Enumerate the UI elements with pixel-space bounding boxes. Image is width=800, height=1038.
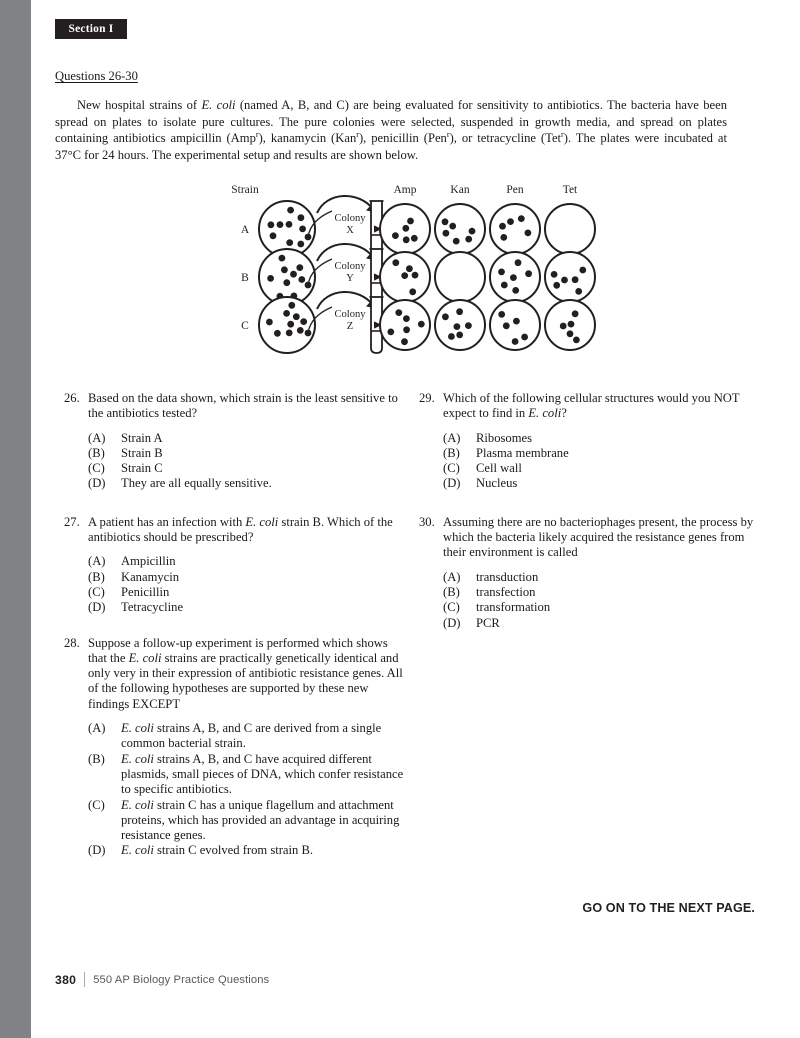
colony-label-line2: X [346,225,354,236]
answer-choice-label: (D) [443,615,461,630]
figure-strain-header: Strain [231,184,259,196]
result-plate-colony-dot [553,282,560,289]
result-plate-colony-dot [572,276,579,283]
answer-choice-label: (D) [88,843,106,858]
page-number: 380 [55,972,77,987]
question-block [64,391,404,492]
answer-choice[interactable] [88,570,404,585]
answer-choice-label: (C) [443,600,460,615]
source-plate-colony-dot [293,313,300,320]
result-plate-colony-dot [498,311,505,318]
transfer-arrow-curve [317,244,373,261]
result-plate-colony-dot [518,215,525,222]
result-plate-colony-dot [501,282,508,289]
figure-strain-letter-c: C [241,320,249,332]
result-plate-colony-dot [568,321,575,328]
answer-choice[interactable] [443,570,759,585]
answer-choice[interactable] [443,585,759,600]
result-plate-colony-dot [573,337,580,344]
answer-choice[interactable] [88,431,404,446]
figure-strain-letter-b: B [241,272,249,284]
result-plate-colony-dot [469,228,476,235]
source-plate-colony-dot [299,226,306,233]
source-plate-colony-dot [283,279,290,286]
result-plate-colony-dot [453,238,460,245]
result-plate-colony-dot [510,274,517,281]
source-plate-colony-dot [283,310,290,317]
figure-row-c [241,292,595,353]
question-stem-text: Which of the following cellular structures would you NOT expect to find in E. coli? [443,391,740,421]
question-block [419,515,759,631]
source-plate-c [259,297,315,353]
source-plate-colony-dot [296,264,303,271]
answer-choices [419,570,759,631]
source-plate-colony-dot [286,239,293,246]
result-plate-colony-dot [525,270,532,277]
colony-label-line2: Z [346,321,354,332]
question-number: 27. [64,514,80,529]
result-plate-colony-dot [572,310,579,317]
result-plate-colony-dot [403,315,410,322]
answer-choice-label: (C) [88,584,105,599]
answer-choice-label: (B) [88,751,105,766]
result-plate-a-kan [435,204,485,254]
answer-choice-label: (D) [443,476,461,491]
answer-choice-text: They are all equally sensitive. [121,476,272,491]
page-gutter-strip [0,0,31,1038]
exam-page [31,0,800,1038]
answer-choice-label: (C) [88,797,105,812]
question-number: 30. [419,514,435,529]
result-plate-colony-dot [512,287,519,294]
answer-choices [64,431,404,492]
source-plate-colony-dot [297,327,304,334]
answer-choice[interactable] [88,585,404,600]
question-block [64,636,404,859]
result-plate-colony-dot [456,332,463,339]
result-plate-colony-dot [411,235,418,242]
question-stem [64,515,404,546]
answer-choice[interactable] [88,554,404,569]
answer-choice-text: E. coli strains A, B, and C are derived from a single common bacterial strain. [121,721,382,751]
source-plate-colony-dot [297,241,304,248]
result-plate-c-kan [435,300,485,350]
answer-choice[interactable] [443,600,759,615]
answer-choice-text: Ampicillin [121,554,176,569]
answer-choice[interactable] [443,616,759,631]
result-plate-colony-dot [406,265,413,272]
result-plate-colony-dot [387,329,394,336]
result-plate-colony-dot [395,309,402,316]
question-stem [419,515,759,561]
source-plate-colony-dot [266,319,273,326]
answer-choices [419,431,759,492]
question-number: 28. [64,635,80,650]
question-stem [64,391,404,422]
result-plate-colony-dot [401,338,408,345]
result-plate-colony-dot [515,259,522,266]
colony-label-line1: Colony [334,309,366,320]
answer-choice[interactable] [443,476,759,491]
question-stem [419,391,759,422]
answer-choice-text: Strain B [121,445,163,460]
result-plate-colony-dot [448,333,455,340]
result-plate-colony-dot [575,288,582,295]
page-footer [55,972,269,987]
result-plate-colony-dot [567,330,574,337]
transfer-arrow-curve [317,196,373,213]
result-plate-colony-dot [407,218,414,225]
footer-divider [84,972,85,987]
source-plate-colony-dot [287,207,294,214]
answer-choice-label: (D) [88,476,106,491]
question-stem [64,636,404,712]
result-plate-colony-dot [442,313,449,320]
figure-row-a [241,196,595,257]
answer-choice[interactable] [88,721,404,752]
result-plate-colony-dot [579,267,586,274]
source-plate-colony-dot [279,255,286,262]
answer-choice-label: (A) [443,569,461,584]
answer-choice-label: (A) [88,554,106,569]
source-plate-colony-dot [267,275,274,282]
result-plate-colony-dot [512,338,519,345]
answer-choice-label: (A) [443,430,461,445]
result-plate-colony-dot [551,271,558,278]
result-plate-colony-dot [560,323,567,330]
source-plate-colony-dot [288,302,295,309]
question-number: 26. [64,391,80,405]
answer-choice-text: Tetracycline [121,600,184,615]
result-plate-a-tet [545,204,595,254]
answer-choices [64,721,404,859]
figure-strain-letter-a: A [240,224,250,236]
result-plate-colony-dot [403,326,410,333]
book-title: 550 AP Biology Practice Questions [93,973,270,986]
result-plate-colony-dot [521,334,528,341]
result-plate-a-pen [490,204,540,254]
answer-choice[interactable] [88,461,404,476]
answer-choice-text: Ribosomes [476,430,532,445]
answer-choice[interactable] [443,461,759,476]
figure-row-b [241,244,595,305]
source-plate-colony-dot [286,330,293,337]
answer-choice-text: PCR [476,615,500,630]
answer-choice-text: transduction [476,569,539,584]
answer-choice-text: E. coli strain C has a unique flagellum and attachment proteins, which has provided an advantage in acquiring resistance genes. [121,797,400,843]
result-plate-colony-dot [454,323,461,330]
result-plate-colony-dot [418,321,425,328]
result-plate-colony-dot [500,234,507,241]
source-plate-colony-dot [274,330,281,337]
answer-choice-label: (A) [88,430,106,445]
answer-choice-text: transfection [476,584,536,599]
answer-choice-text: transformation [476,600,551,615]
question-number: 29. [419,391,435,405]
result-plate-colony-dot [443,230,450,237]
answer-choice[interactable] [88,798,404,844]
result-plate-colony-dot [412,272,419,279]
question-stem-text: A patient has an infection with E. coli strain B. Which of the antibiotics should be prescribed? [88,514,393,545]
experiment-figure [55,172,727,367]
answer-choices [64,554,404,615]
question-stem-text: Suppose a follow-up experiment is performed which shows that the E. coli strains are practically genetically identical and only very in their expression of antibiotic resistance genes. All of the following hypotheses are supported by these new findings EXCEPT [88,635,403,711]
answer-choice[interactable] [88,446,404,461]
questions-column-left [64,391,404,876]
result-plate-colony-dot [456,308,463,315]
answer-choice-text: E. coli strain C evolved from strain B. [121,843,314,858]
result-plate-colony-dot [465,236,472,243]
source-plate-colony-dot [281,266,288,273]
result-plate-colony-dot [449,223,456,230]
result-plate-colony-dot [403,236,410,243]
source-plate-colony-dot [290,271,297,278]
answer-choice-text: Cell wall [476,461,522,476]
answer-choice-label: (C) [88,461,105,476]
question-stem-text: Assuming there are no bacteriophages present, the process by which the bacteria likely acquired the resistance genes from their environment is called [443,514,754,560]
result-plate-colony-dot [525,230,532,237]
result-plate-colony-dot [392,232,399,239]
figure-antibiotic-header-kan: Kan [450,184,470,196]
source-plate-colony-dot [286,221,293,228]
question-block [64,515,404,616]
answer-choice[interactable] [88,476,404,491]
figure-antibiotic-header-amp: Amp [393,184,417,196]
answer-choice[interactable] [88,843,404,858]
question-block [419,391,759,492]
source-plate-colony-dot [277,221,284,228]
answer-choice-label: (B) [88,445,105,460]
answer-choice-label: (B) [88,569,105,584]
result-plate-colony-dot [392,259,399,266]
result-plate-colony-dot [498,269,505,276]
result-plate-colony-dot [465,322,472,329]
go-on-notice: GO ON TO THE NEXT PAGE. [582,901,755,915]
transfer-arrow-curve [317,292,373,309]
answer-choice-label: (B) [443,445,460,460]
questions-range-heading: Questions 26-30 [55,69,138,83]
answer-choice-text: E. coli strains A, B, and C have acquired different plasmids, small pieces of DNA, which confer resistance to specific antibiotics. [121,751,404,797]
colony-label-line1: Colony [334,261,366,272]
answer-choice-label: (C) [443,461,460,476]
answer-choice-text: Strain A [121,430,163,445]
experiment-figure-svg [55,172,727,367]
result-plate-colony-dot [513,318,520,325]
answer-choice-text: Kanamycin [121,569,180,584]
result-plate-colony-dot [442,218,449,225]
source-plate-colony-dot [287,321,294,328]
colony-label-line2: Y [346,273,354,284]
result-plate-colony-dot [503,322,510,329]
answer-choice[interactable] [88,600,404,615]
answer-choice-text: Plasma membrane [476,445,569,460]
figure-labels [231,184,578,196]
result-plate-colony-dot [507,218,514,225]
answer-choice-text: Nucleus [476,476,518,491]
result-plate-colony-dot [409,288,416,295]
answer-choice[interactable] [88,752,404,798]
figure-antibiotic-header-pen: Pen [506,184,524,196]
source-plate-colony-dot [268,221,275,228]
source-plate-colony-dot [300,318,307,325]
result-plate-colony-dot [561,277,568,284]
figure-body [241,196,595,353]
figure-antibiotic-header-tet: Tet [562,184,578,196]
result-plate-colony-dot [499,223,506,230]
answer-choice[interactable] [443,446,759,461]
answer-choice-text: Penicillin [121,584,170,599]
result-plate-b-kan [435,252,485,302]
answer-choice-label: (D) [88,600,106,615]
result-plate-colony-dot [401,272,408,279]
answer-choice[interactable] [443,431,759,446]
source-plate-colony-dot [270,232,277,239]
question-stem-text: Based on the data shown, which strain is the least sensitive to the antibiotics tested? [88,391,398,421]
colony-label-line1: Colony [334,213,366,224]
result-plate-colony-dot [402,225,409,232]
stimulus-paragraph: New hospital strains of E. coli (named A, B, and C) are being evaluated for sensitivity to antibiotics. The bacteria have been spread on plates to isolate pure cultures. The pure colonies were selected, suspended in growth media, and spread on plates containing antibiotics ampicillin (Amp$^r$), kanamycin (Kan$^r$), penicillin (Pen$^r$), or tetracycline (Tet$^r$). The plates were incubated at 37°C for 24 hours. The experimental setup and results are shown below. [55,98,727,162]
source-plate-colony-dot [298,276,305,283]
section-badge: Section I [55,19,127,39]
questions-column-right [419,391,759,648]
source-plate-colony-dot [298,214,305,221]
answer-choice-label: (A) [88,721,106,736]
answer-choice-label: (B) [443,584,460,599]
answer-choice-text: Strain C [121,461,163,476]
